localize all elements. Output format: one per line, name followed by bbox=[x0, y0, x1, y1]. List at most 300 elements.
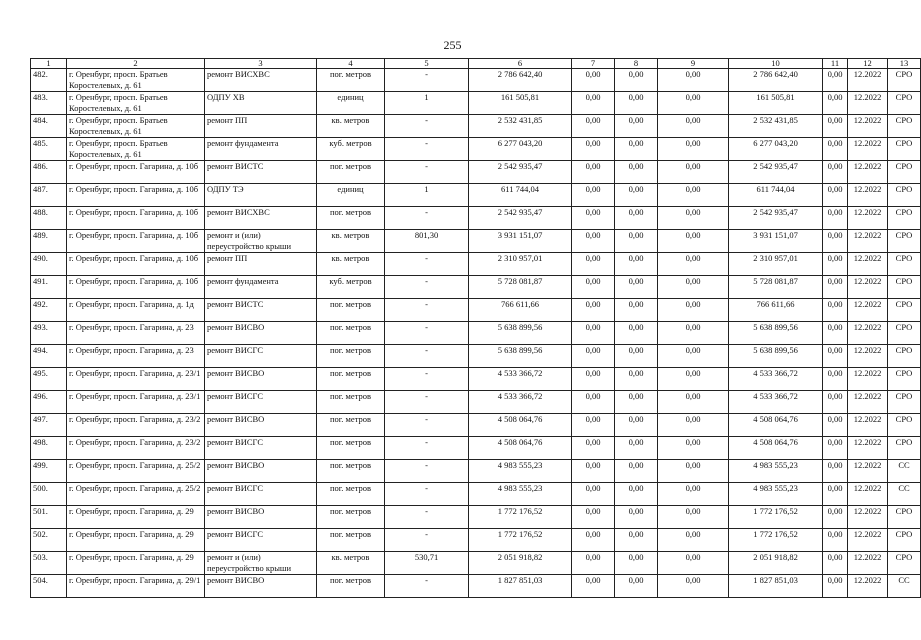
owners-total-cell: 1 827 851,03 bbox=[729, 575, 823, 598]
quantity-cell: - bbox=[385, 529, 469, 552]
owners-total-cell: 2 542 935,47 bbox=[729, 207, 823, 230]
unit-cell: кв. метров bbox=[317, 230, 385, 253]
table-row bbox=[31, 437, 921, 460]
owners-total-cell: 4 533 366,72 bbox=[729, 368, 823, 391]
table-row bbox=[31, 184, 921, 207]
other-funds-cell: 0,00 bbox=[823, 276, 848, 299]
deadline-cell: 12.2022 bbox=[848, 184, 888, 207]
row-number-cell: 487. bbox=[31, 184, 67, 207]
total-cost-cell: 5 728 081,87 bbox=[469, 276, 572, 299]
address-cell: г. Оренбург, просп. Братьев Коростелевых, д. 61 bbox=[67, 69, 205, 92]
method-cell: СРО bbox=[888, 207, 921, 230]
method-cell: СРО bbox=[888, 115, 921, 138]
work-type-cell: ремонт ВИСГС bbox=[205, 483, 317, 506]
owners-funds-cell: 0,00 bbox=[658, 69, 729, 92]
quantity-cell: - bbox=[385, 575, 469, 598]
column-header-4: 4 bbox=[317, 59, 385, 69]
column-header-9: 9 bbox=[658, 59, 729, 69]
quantity-cell: 530,71 bbox=[385, 552, 469, 575]
page-number: 255 bbox=[443, 38, 462, 52]
fund-regional-cell: 0,00 bbox=[572, 552, 615, 575]
owners-total-cell: 5 728 081,87 bbox=[729, 276, 823, 299]
unit-cell: куб. метров bbox=[317, 276, 385, 299]
method-cell: СРО bbox=[888, 230, 921, 253]
total-cost-cell: 4 533 366,72 bbox=[469, 391, 572, 414]
owners-funds-cell: 0,00 bbox=[658, 115, 729, 138]
work-type-cell: ремонт ПП bbox=[205, 115, 317, 138]
address-cell: г. Оренбург, просп. Гагарина, д. 29 bbox=[67, 529, 205, 552]
unit-cell: единиц bbox=[317, 92, 385, 115]
method-cell: СРО bbox=[888, 253, 921, 276]
method-cell: СРО bbox=[888, 506, 921, 529]
address-cell: г. Оренбург, просп. Братьев Коростелевых, д. 61 bbox=[67, 115, 205, 138]
table-row bbox=[31, 207, 921, 230]
quantity-cell: - bbox=[385, 391, 469, 414]
column-header-1: 1 bbox=[31, 59, 67, 69]
owners-funds-cell: 0,00 bbox=[658, 437, 729, 460]
work-type-cell: ремонт ВИСГС bbox=[205, 437, 317, 460]
total-cost-cell: 766 611,66 bbox=[469, 299, 572, 322]
fund-regional-cell: 0,00 bbox=[572, 506, 615, 529]
owners-funds-cell: 0,00 bbox=[658, 92, 729, 115]
table-row bbox=[31, 391, 921, 414]
fund-regional-cell: 0,00 bbox=[572, 299, 615, 322]
owners-funds-cell: 0,00 bbox=[658, 161, 729, 184]
method-cell: СРО bbox=[888, 414, 921, 437]
row-number-cell: 491. bbox=[31, 276, 67, 299]
deadline-cell: 12.2022 bbox=[848, 161, 888, 184]
fund-local-cell: 0,00 bbox=[615, 184, 658, 207]
owners-total-cell: 2 786 642,40 bbox=[729, 69, 823, 92]
deadline-cell: 12.2022 bbox=[848, 230, 888, 253]
deadline-cell: 12.2022 bbox=[848, 115, 888, 138]
work-type-cell: ремонт ВИСГС bbox=[205, 529, 317, 552]
table-row bbox=[31, 299, 921, 322]
fund-local-cell: 0,00 bbox=[615, 115, 658, 138]
address-cell: г. Оренбург, просп. Гагарина, д. 10б bbox=[67, 207, 205, 230]
total-cost-cell: 161 505,81 bbox=[469, 92, 572, 115]
owners-total-cell: 4 533 366,72 bbox=[729, 391, 823, 414]
fund-local-cell: 0,00 bbox=[615, 529, 658, 552]
address-cell: г. Оренбург, просп. Гагарина, д. 23 bbox=[67, 322, 205, 345]
address-cell: г. Оренбург, просп. Гагарина, д. 23 bbox=[67, 345, 205, 368]
other-funds-cell: 0,00 bbox=[823, 161, 848, 184]
owners-funds-cell: 0,00 bbox=[658, 276, 729, 299]
total-cost-cell: 2 542 935,47 bbox=[469, 161, 572, 184]
quantity-cell: - bbox=[385, 345, 469, 368]
fund-regional-cell: 0,00 bbox=[572, 529, 615, 552]
method-cell: СРО bbox=[888, 345, 921, 368]
work-type-cell: ремонт ВИСТС bbox=[205, 161, 317, 184]
other-funds-cell: 0,00 bbox=[823, 460, 848, 483]
total-cost-cell: 2 786 642,40 bbox=[469, 69, 572, 92]
quantity-cell: - bbox=[385, 368, 469, 391]
quantity-cell: - bbox=[385, 506, 469, 529]
work-type-cell: ремонт ПП bbox=[205, 253, 317, 276]
owners-total-cell: 4 508 064,76 bbox=[729, 437, 823, 460]
total-cost-cell: 5 638 899,56 bbox=[469, 322, 572, 345]
fund-regional-cell: 0,00 bbox=[572, 460, 615, 483]
owners-funds-cell: 0,00 bbox=[658, 230, 729, 253]
owners-funds-cell: 0,00 bbox=[658, 138, 729, 161]
method-cell: СРО bbox=[888, 276, 921, 299]
fund-local-cell: 0,00 bbox=[615, 322, 658, 345]
fund-local-cell: 0,00 bbox=[615, 552, 658, 575]
deadline-cell: 12.2022 bbox=[848, 483, 888, 506]
deadline-cell: 12.2022 bbox=[848, 368, 888, 391]
unit-cell: пог. метров bbox=[317, 506, 385, 529]
row-number-cell: 483. bbox=[31, 92, 67, 115]
column-header-13: 13 bbox=[888, 59, 921, 69]
address-cell: г. Оренбург, просп. Гагарина, д. 23/1 bbox=[67, 368, 205, 391]
fund-regional-cell: 0,00 bbox=[572, 184, 615, 207]
address-cell: г. Оренбург, просп. Гагарина, д. 1д bbox=[67, 299, 205, 322]
other-funds-cell: 0,00 bbox=[823, 345, 848, 368]
other-funds-cell: 0,00 bbox=[823, 138, 848, 161]
method-cell: СРО bbox=[888, 368, 921, 391]
quantity-cell: - bbox=[385, 322, 469, 345]
address-cell: г. Оренбург, просп. Гагарина, д. 23/2 bbox=[67, 414, 205, 437]
other-funds-cell: 0,00 bbox=[823, 115, 848, 138]
other-funds-cell: 0,00 bbox=[823, 230, 848, 253]
address-cell: г. Оренбург, просп. Гагарина, д. 29 bbox=[67, 552, 205, 575]
work-type-cell: ремонт ВИСВО bbox=[205, 506, 317, 529]
unit-cell: пог. метров bbox=[317, 529, 385, 552]
fund-regional-cell: 0,00 bbox=[572, 368, 615, 391]
row-number-cell: 492. bbox=[31, 299, 67, 322]
fund-local-cell: 0,00 bbox=[615, 437, 658, 460]
quantity-cell: - bbox=[385, 115, 469, 138]
unit-cell: пог. метров bbox=[317, 460, 385, 483]
fund-local-cell: 0,00 bbox=[615, 345, 658, 368]
other-funds-cell: 0,00 bbox=[823, 391, 848, 414]
fund-local-cell: 0,00 bbox=[615, 506, 658, 529]
deadline-cell: 12.2022 bbox=[848, 253, 888, 276]
other-funds-cell: 0,00 bbox=[823, 368, 848, 391]
fund-regional-cell: 0,00 bbox=[572, 230, 615, 253]
work-type-cell: ремонт ВИСВО bbox=[205, 460, 317, 483]
other-funds-cell: 0,00 bbox=[823, 483, 848, 506]
method-cell: СРО bbox=[888, 437, 921, 460]
column-header-10: 10 bbox=[729, 59, 823, 69]
method-cell: СРО bbox=[888, 69, 921, 92]
row-number-cell: 484. bbox=[31, 115, 67, 138]
unit-cell: кв. метров bbox=[317, 253, 385, 276]
other-funds-cell: 0,00 bbox=[823, 184, 848, 207]
fund-local-cell: 0,00 bbox=[615, 368, 658, 391]
work-type-cell: ремонт ВИСВО bbox=[205, 368, 317, 391]
table-row bbox=[31, 575, 921, 598]
column-header-12: 12 bbox=[848, 59, 888, 69]
method-cell: СРО bbox=[888, 92, 921, 115]
table-row bbox=[31, 506, 921, 529]
owners-funds-cell: 0,00 bbox=[658, 368, 729, 391]
owners-total-cell: 4 983 555,23 bbox=[729, 483, 823, 506]
total-cost-cell: 1 827 851,03 bbox=[469, 575, 572, 598]
address-cell: г. Оренбург, просп. Гагарина, д. 10б bbox=[67, 276, 205, 299]
address-cell: г. Оренбург, просп. Гагарина, д. 25/2 bbox=[67, 460, 205, 483]
fund-regional-cell: 0,00 bbox=[572, 437, 615, 460]
work-type-cell: ремонт ВИСТС bbox=[205, 299, 317, 322]
deadline-cell: 12.2022 bbox=[848, 345, 888, 368]
quantity-cell: - bbox=[385, 460, 469, 483]
row-number-cell: 482. bbox=[31, 69, 67, 92]
quantity-cell: - bbox=[385, 437, 469, 460]
owners-total-cell: 3 931 151,07 bbox=[729, 230, 823, 253]
fund-regional-cell: 0,00 bbox=[572, 276, 615, 299]
table-row bbox=[31, 483, 921, 506]
owners-funds-cell: 0,00 bbox=[658, 414, 729, 437]
owners-total-cell: 5 638 899,56 bbox=[729, 322, 823, 345]
table-header bbox=[31, 59, 921, 69]
total-cost-cell: 5 638 899,56 bbox=[469, 345, 572, 368]
table-row bbox=[31, 253, 921, 276]
quantity-cell: - bbox=[385, 276, 469, 299]
address-cell: г. Оренбург, просп. Гагарина, д. 29 bbox=[67, 506, 205, 529]
deadline-cell: 12.2022 bbox=[848, 552, 888, 575]
owners-funds-cell: 0,00 bbox=[658, 575, 729, 598]
row-number-cell: 494. bbox=[31, 345, 67, 368]
work-type-cell: ремонт ВИСГС bbox=[205, 391, 317, 414]
fund-regional-cell: 0,00 bbox=[572, 138, 615, 161]
table-row bbox=[31, 276, 921, 299]
address-cell: г. Оренбург, просп. Гагарина, д. 10б bbox=[67, 230, 205, 253]
owners-total-cell: 2 310 957,01 bbox=[729, 253, 823, 276]
fund-local-cell: 0,00 bbox=[615, 460, 658, 483]
fund-local-cell: 0,00 bbox=[615, 299, 658, 322]
fund-regional-cell: 0,00 bbox=[572, 92, 615, 115]
deadline-cell: 12.2022 bbox=[848, 529, 888, 552]
deadline-cell: 12.2022 bbox=[848, 207, 888, 230]
method-cell: СРО bbox=[888, 138, 921, 161]
owners-funds-cell: 0,00 bbox=[658, 253, 729, 276]
table-row bbox=[31, 115, 921, 138]
address-cell: г. Оренбург, просп. Гагарина, д. 23/2 bbox=[67, 437, 205, 460]
total-cost-cell: 2 532 431,85 bbox=[469, 115, 572, 138]
total-cost-cell: 2 542 935,47 bbox=[469, 207, 572, 230]
unit-cell: единиц bbox=[317, 184, 385, 207]
row-number-cell: 495. bbox=[31, 368, 67, 391]
unit-cell: пог. метров bbox=[317, 161, 385, 184]
owners-total-cell: 1 772 176,52 bbox=[729, 506, 823, 529]
owners-total-cell: 766 611,66 bbox=[729, 299, 823, 322]
fund-regional-cell: 0,00 bbox=[572, 575, 615, 598]
row-number-cell: 485. bbox=[31, 138, 67, 161]
unit-cell: пог. метров bbox=[317, 483, 385, 506]
column-header-5: 5 bbox=[385, 59, 469, 69]
row-number-cell: 503. bbox=[31, 552, 67, 575]
owners-funds-cell: 0,00 bbox=[658, 529, 729, 552]
table-row bbox=[31, 69, 921, 92]
fund-local-cell: 0,00 bbox=[615, 483, 658, 506]
owners-funds-cell: 0,00 bbox=[658, 184, 729, 207]
total-cost-cell: 4 983 555,23 bbox=[469, 483, 572, 506]
total-cost-cell: 4 508 064,76 bbox=[469, 437, 572, 460]
quantity-cell: - bbox=[385, 253, 469, 276]
unit-cell: кв. метров bbox=[317, 552, 385, 575]
work-type-cell: ремонт и (или) переустройство крыши bbox=[205, 230, 317, 253]
work-type-cell: ремонт ВИСГС bbox=[205, 345, 317, 368]
work-type-cell: ОДПУ ТЭ bbox=[205, 184, 317, 207]
owners-total-cell: 5 638 899,56 bbox=[729, 345, 823, 368]
owners-total-cell: 1 772 176,52 bbox=[729, 529, 823, 552]
unit-cell: пог. метров bbox=[317, 391, 385, 414]
deadline-cell: 12.2022 bbox=[848, 575, 888, 598]
method-cell: СРО bbox=[888, 299, 921, 322]
method-cell: СС bbox=[888, 460, 921, 483]
total-cost-cell: 4 508 064,76 bbox=[469, 414, 572, 437]
work-type-cell: ремонт ВИСВО bbox=[205, 414, 317, 437]
unit-cell: кв. метров bbox=[317, 115, 385, 138]
owners-total-cell: 4 983 555,23 bbox=[729, 460, 823, 483]
column-header-8: 8 bbox=[615, 59, 658, 69]
row-number-cell: 504. bbox=[31, 575, 67, 598]
fund-local-cell: 0,00 bbox=[615, 138, 658, 161]
fund-local-cell: 0,00 bbox=[615, 391, 658, 414]
table-body bbox=[31, 69, 921, 598]
fund-local-cell: 0,00 bbox=[615, 575, 658, 598]
method-cell: СРО bbox=[888, 529, 921, 552]
work-type-cell: ремонт фундамента bbox=[205, 138, 317, 161]
quantity-cell: - bbox=[385, 299, 469, 322]
fund-regional-cell: 0,00 bbox=[572, 322, 615, 345]
fund-local-cell: 0,00 bbox=[615, 92, 658, 115]
row-number-cell: 498. bbox=[31, 437, 67, 460]
table-row bbox=[31, 92, 921, 115]
row-number-cell: 499. bbox=[31, 460, 67, 483]
method-cell: СРО bbox=[888, 161, 921, 184]
fund-local-cell: 0,00 bbox=[615, 253, 658, 276]
unit-cell: пог. метров bbox=[317, 345, 385, 368]
quantity-cell: - bbox=[385, 161, 469, 184]
address-cell: г. Оренбург, просп. Братьев Коростелевых, д. 61 bbox=[67, 138, 205, 161]
address-cell: г. Оренбург, просп. Гагарина, д. 25/2 bbox=[67, 483, 205, 506]
other-funds-cell: 0,00 bbox=[823, 529, 848, 552]
method-cell: СРО bbox=[888, 322, 921, 345]
owners-funds-cell: 0,00 bbox=[658, 391, 729, 414]
row-number-cell: 489. bbox=[31, 230, 67, 253]
fund-local-cell: 0,00 bbox=[615, 69, 658, 92]
work-type-cell: ремонт и (или) переустройство крыши bbox=[205, 552, 317, 575]
other-funds-cell: 0,00 bbox=[823, 437, 848, 460]
table-row bbox=[31, 138, 921, 161]
quantity-cell: - bbox=[385, 207, 469, 230]
row-number-cell: 500. bbox=[31, 483, 67, 506]
work-type-cell: ремонт фундамента bbox=[205, 276, 317, 299]
total-cost-cell: 4 983 555,23 bbox=[469, 460, 572, 483]
owners-total-cell: 161 505,81 bbox=[729, 92, 823, 115]
other-funds-cell: 0,00 bbox=[823, 414, 848, 437]
quantity-cell: 1 bbox=[385, 184, 469, 207]
row-number-cell: 490. bbox=[31, 253, 67, 276]
total-cost-cell: 1 772 176,52 bbox=[469, 529, 572, 552]
row-number-cell: 502. bbox=[31, 529, 67, 552]
other-funds-cell: 0,00 bbox=[823, 322, 848, 345]
method-cell: СС bbox=[888, 575, 921, 598]
fund-local-cell: 0,00 bbox=[615, 207, 658, 230]
address-cell: г. Оренбург, просп. Гагарина, д. 10б bbox=[67, 253, 205, 276]
other-funds-cell: 0,00 bbox=[823, 506, 848, 529]
fund-local-cell: 0,00 bbox=[615, 414, 658, 437]
unit-cell: пог. метров bbox=[317, 575, 385, 598]
row-number-cell: 486. bbox=[31, 161, 67, 184]
deadline-cell: 12.2022 bbox=[848, 437, 888, 460]
fund-local-cell: 0,00 bbox=[615, 230, 658, 253]
unit-cell: куб. метров bbox=[317, 138, 385, 161]
fund-local-cell: 0,00 bbox=[615, 276, 658, 299]
work-type-cell: ремонт ВИСВО bbox=[205, 322, 317, 345]
owners-funds-cell: 0,00 bbox=[658, 483, 729, 506]
deadline-cell: 12.2022 bbox=[848, 460, 888, 483]
unit-cell: пог. метров bbox=[317, 322, 385, 345]
method-cell: СРО bbox=[888, 184, 921, 207]
other-funds-cell: 0,00 bbox=[823, 92, 848, 115]
quantity-cell: - bbox=[385, 483, 469, 506]
row-number-cell: 496. bbox=[31, 391, 67, 414]
address-cell: г. Оренбург, просп. Братьев Коростелевых, д. 61 bbox=[67, 92, 205, 115]
fund-regional-cell: 0,00 bbox=[572, 207, 615, 230]
column-header-2: 2 bbox=[67, 59, 205, 69]
deadline-cell: 12.2022 bbox=[848, 276, 888, 299]
table-row bbox=[31, 368, 921, 391]
other-funds-cell: 0,00 bbox=[823, 207, 848, 230]
table-row bbox=[31, 414, 921, 437]
owners-funds-cell: 0,00 bbox=[658, 552, 729, 575]
deadline-cell: 12.2022 bbox=[848, 299, 888, 322]
owners-funds-cell: 0,00 bbox=[658, 345, 729, 368]
column-header-6: 6 bbox=[469, 59, 572, 69]
total-cost-cell: 4 533 366,72 bbox=[469, 368, 572, 391]
quantity-cell: - bbox=[385, 414, 469, 437]
row-number-cell: 488. bbox=[31, 207, 67, 230]
table-row bbox=[31, 322, 921, 345]
column-header-3: 3 bbox=[205, 59, 317, 69]
total-cost-cell: 6 277 043,20 bbox=[469, 138, 572, 161]
unit-cell: пог. метров bbox=[317, 207, 385, 230]
owners-total-cell: 6 277 043,20 bbox=[729, 138, 823, 161]
row-number-cell: 493. bbox=[31, 322, 67, 345]
quantity-cell: - bbox=[385, 69, 469, 92]
owners-funds-cell: 0,00 bbox=[658, 299, 729, 322]
total-cost-cell: 3 931 151,07 bbox=[469, 230, 572, 253]
method-cell: СРО bbox=[888, 552, 921, 575]
fund-local-cell: 0,00 bbox=[615, 161, 658, 184]
owners-total-cell: 2 542 935,47 bbox=[729, 161, 823, 184]
work-type-cell: ремонт ВИСХВС bbox=[205, 207, 317, 230]
total-cost-cell: 2 310 957,01 bbox=[469, 253, 572, 276]
table-row bbox=[31, 161, 921, 184]
quantity-cell: 1 bbox=[385, 92, 469, 115]
other-funds-cell: 0,00 bbox=[823, 575, 848, 598]
unit-cell: пог. метров bbox=[317, 69, 385, 92]
total-cost-cell: 611 744,04 bbox=[469, 184, 572, 207]
table-row bbox=[31, 529, 921, 552]
deadline-cell: 12.2022 bbox=[848, 414, 888, 437]
fund-regional-cell: 0,00 bbox=[572, 345, 615, 368]
fund-regional-cell: 0,00 bbox=[572, 391, 615, 414]
owners-funds-cell: 0,00 bbox=[658, 460, 729, 483]
table-row bbox=[31, 552, 921, 575]
total-cost-cell: 1 772 176,52 bbox=[469, 506, 572, 529]
table-row bbox=[31, 230, 921, 253]
fund-regional-cell: 0,00 bbox=[572, 69, 615, 92]
row-number-cell: 501. bbox=[31, 506, 67, 529]
method-cell: СРО bbox=[888, 391, 921, 414]
address-cell: г. Оренбург, просп. Гагарина, д. 29/1 bbox=[67, 575, 205, 598]
unit-cell: пог. метров bbox=[317, 368, 385, 391]
other-funds-cell: 0,00 bbox=[823, 253, 848, 276]
work-type-cell: ремонт ВИСХВС bbox=[205, 69, 317, 92]
